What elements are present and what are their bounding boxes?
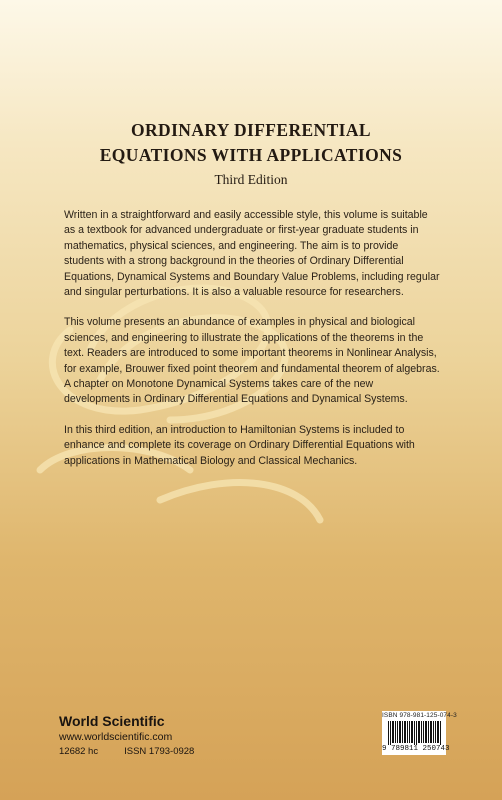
publisher-url: www.worldscientific.com bbox=[59, 731, 173, 743]
isbn-label: ISBN 978-981-125-074-3 bbox=[382, 712, 457, 719]
title-block bbox=[0, 118, 502, 189]
product-code: 12682 hc bbox=[59, 746, 99, 757]
issn-label: ISSN 1793-0928 bbox=[124, 746, 195, 757]
book-title-line-1: ORDINARY DIFFERENTIAL bbox=[130, 120, 371, 140]
description-paragraph-2: This volume presents an abundance of examples in physical and biological sciences, and engineering to illustrate the applications of the theorems in the text. Readers are introduced to some important theorems in Nonlinear Analysis, for example, Brouwer fixed point theorem and fundamental theorem of algebras. A chapter on Monotone Dynamical Systems takes care of the new developments in Ordinary Differential Equations and Dynamical Systems. bbox=[64, 316, 440, 406]
book-description bbox=[64, 208, 441, 484]
edition-label: Third Edition bbox=[214, 172, 288, 187]
publisher-block bbox=[59, 713, 194, 758]
book-title-line-2: EQUATIONS WITH APPLICATIONS bbox=[99, 145, 403, 165]
publisher-name: World Scientific bbox=[59, 713, 165, 729]
description-paragraph-1: Written in a straightforward and easily accessible style, this volume is suitable as a textbook for advanced undergraduate or first-year graduate students in mathematics, physical sciences, and engineering. The aim is to provide students with a strong background in the theories of Ordinary Differential Equations, Dynamical Systems and Boundary Value Problems, including regular and singular perturbations. It is also a valuable resource for researchers. bbox=[64, 209, 440, 299]
description-paragraph-3: In this third edition, an introduction to Hamiltonian Systems is included to enhance and complete its coverage on Ordinary Differential Equations with applications in Mathematical Biology and Classical Mechanics. bbox=[64, 423, 415, 467]
barcode-number: 9 789811 250743 bbox=[382, 745, 450, 753]
isbn-barcode-box bbox=[382, 711, 457, 755]
publisher-codes bbox=[59, 745, 194, 758]
barcode-graphic bbox=[388, 721, 442, 745]
